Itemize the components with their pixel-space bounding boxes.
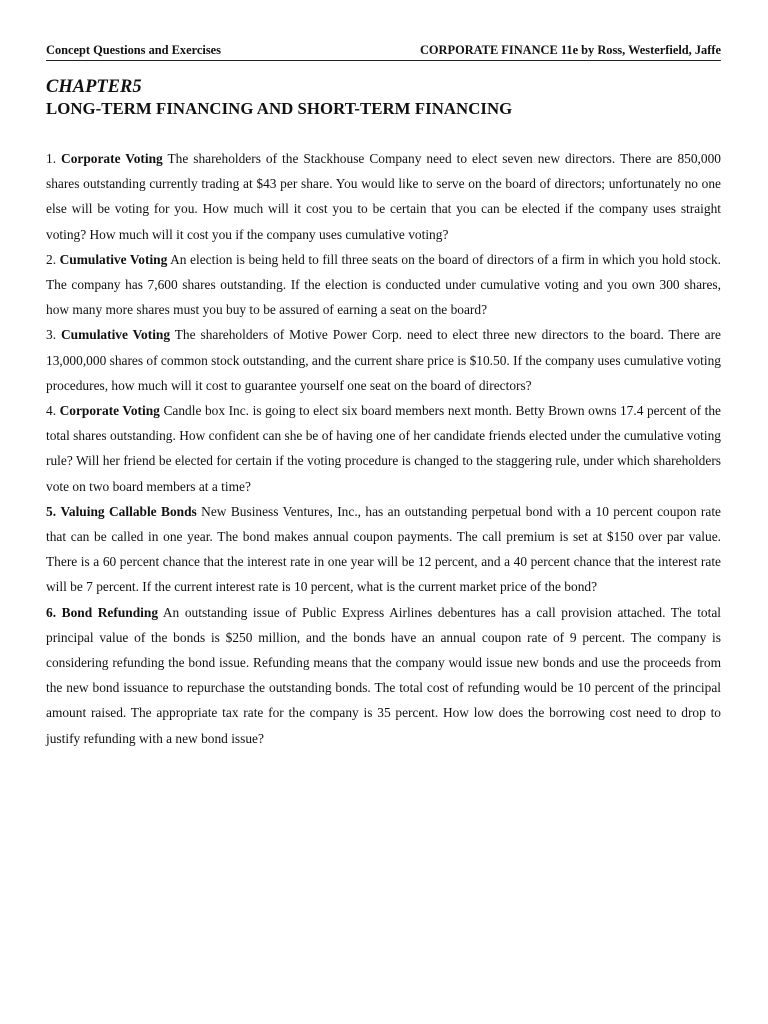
- question-text: An outstanding issue of Public Express Airlines debentures has a call provision attached. The total principal value of the bonds is $250 million, and the bonds have an annual coupon rate of 9 percent. The company is considering refunding the bond issue. Refunding means that the company would issue new bonds and use the proceeds from the new bond issuance to repurchase the outstanding bonds. The total cost of refunding would be 10 percent of the principal amount raised. The appropriate tax rate for the company is 35 percent. How low does the borrowing cost need to drop to justify refunding with a new bond issue?: [46, 604, 721, 746]
- header-left: Concept Questions and Exercises: [46, 43, 221, 57]
- page-header: [46, 42, 721, 61]
- question-title: Bond Refunding: [61, 604, 159, 620]
- chapter-heading: CHAPTER5: [46, 77, 142, 97]
- question-item: [46, 398, 721, 499]
- chapter-subtitle: LONG-TERM FINANCING AND SHORT-TERM FINANCING: [46, 99, 513, 118]
- question-text: The shareholders of Motive Power Corp. need to elect three new directors to the board. There are 13,000,000 shares of common stock outstanding, and the current share price is $10.50. If the company uses cumulative voting procedures, how much will it cost to guarantee yourself one seat on the board of directors?: [46, 327, 721, 393]
- question-number: 1.: [46, 151, 57, 166]
- question-list: [46, 146, 721, 751]
- question-text: The shareholders of the Stackhouse Company need to elect seven new directors. There are 850,000 shares outstanding currently trading at $43 per share. You would like to serve on the board of directors; unfortunately no one else will be voting for you. How much will it cost you to be certain that you can be elected if the company uses straight voting? How much will it cost you if the company uses cumulative voting?: [46, 151, 721, 242]
- question-number: 4.: [46, 403, 57, 419]
- question-title: Cumulative Voting: [59, 251, 168, 267]
- question-item: [46, 146, 721, 247]
- question-number: 6.: [46, 604, 57, 620]
- question-title: Cumulative Voting: [60, 327, 171, 343]
- question-text: An election is being held to fill three seats on the board of directors of a firm in which you hold stock. The company has 7,600 shares outstanding. If the election is conducted under cumulative voting and you own 300 shares, how many more shares must you buy to be assured of earning a seat on the board?: [46, 251, 721, 318]
- question-title: Corporate Voting: [61, 151, 163, 166]
- question-number: 3.: [46, 327, 57, 343]
- question-title: Corporate Voting: [59, 403, 160, 419]
- header-right: CORPORATE FINANCE 11e by Ross, Westerfield, Jaffe: [419, 43, 721, 57]
- question-number: 5.: [46, 503, 57, 519]
- question-number: 2.: [46, 251, 57, 267]
- question-title: Valuing Callable Bonds: [60, 503, 197, 519]
- question-item: [46, 322, 721, 398]
- question-text: Candle box Inc. is going to elect six board members next month. Betty Brown owns 17.4 percent of the total shares outstanding. How confident can she be of having one of her candidate friends elected under the cumulative voting rule? Will her friend be elected for certain if the voting procedure is changed to the staggering rule, under which shareholders vote on two board members at a time?: [46, 403, 721, 494]
- question-text: New Business Ventures, Inc., has an outstanding perpetual bond with a 10 percent coupon rate that can be called in one year. The bond makes annual coupon payments. The call premium is set at $150 over par value. There is a 60 percent chance that the interest rate in one year will be 12 percent, and a 40 percent chance that the interest rate will be 7 percent. If the current interest rate is 10 percent, what is the current market price of the bond?: [46, 503, 721, 595]
- question-item: [46, 600, 721, 751]
- question-item: [46, 499, 721, 600]
- question-item: [46, 247, 721, 323]
